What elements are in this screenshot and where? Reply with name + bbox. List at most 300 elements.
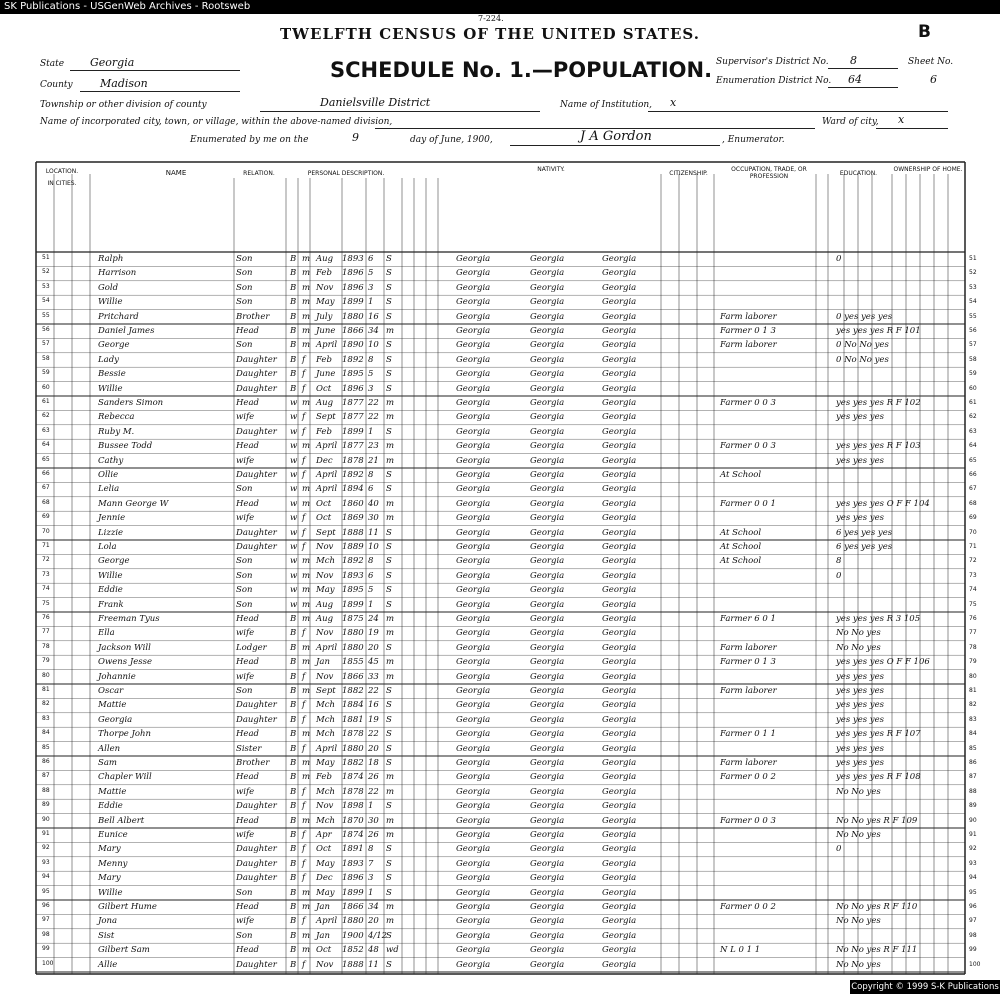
cell-st: m [386, 513, 395, 524]
cell-m: Nov [316, 570, 334, 581]
cell-rel: Son [236, 282, 253, 293]
cell-rel: Daughter [236, 470, 277, 480]
cell-s: f [302, 369, 306, 380]
cell-y: 1899 [342, 297, 364, 308]
row-number: 55 [42, 311, 50, 319]
cell-rel: Son [236, 556, 253, 567]
cell-name: George [98, 340, 130, 351]
cell-ed: 0 [836, 570, 842, 581]
cell-ed: 0 No No yes [836, 340, 889, 351]
row-number: 66 [42, 470, 50, 477]
cell-s: f [302, 801, 306, 812]
cell-b2: Georgia [530, 815, 565, 826]
cell-name: Jennie [98, 513, 126, 524]
row-number-right: 80 [969, 672, 977, 680]
cell-b1: Georgia [456, 484, 491, 495]
cell-a: 1 [368, 297, 374, 308]
cell-s: m [302, 254, 311, 264]
cell-b3: Georgia [602, 945, 637, 956]
cell-rel: Son [236, 254, 253, 264]
cell-b3: Georgia [602, 484, 637, 495]
cell-st: S [386, 700, 392, 711]
cell-rel: Son [236, 686, 253, 696]
cell-occ: Farmer 0 0 2 [720, 902, 776, 912]
cell-b2: Georgia [530, 542, 565, 552]
cell-s: f [302, 858, 306, 869]
cell-b2: Georgia [530, 945, 565, 956]
cell-b2: Georgia [530, 686, 565, 696]
row-number-right: 78 [969, 643, 977, 651]
cell-name: Freeman Tyus [98, 614, 160, 624]
cell-y: 1892 [342, 556, 364, 567]
row-number-right: 79 [969, 658, 977, 666]
cell-occ: Farmer 0 0 1 [720, 498, 776, 509]
cell-name: Harrison [98, 268, 137, 279]
cell-name: Georgia [98, 714, 133, 725]
cell-y: 1899 [342, 599, 364, 610]
cell-b1: Georgia [456, 268, 491, 279]
cell-c: B [290, 959, 297, 970]
cell-m: Nov [316, 628, 334, 639]
cell-name: Bessie [98, 369, 126, 380]
cell-m: May [316, 887, 335, 898]
cell-occ: Farm laborer [720, 340, 777, 351]
cell-y: 1878 [342, 729, 364, 740]
cell-rel: wife [236, 916, 255, 927]
row-number-right: 58 [969, 355, 977, 363]
cell-b3: Georgia [602, 254, 637, 264]
row-number-right: 64 [969, 442, 977, 450]
cell-y: 1895 [342, 369, 364, 380]
cell-name: Allen [98, 743, 121, 754]
cell-st: m [386, 772, 395, 783]
row-number-right: 88 [969, 787, 977, 795]
row-number-right: 71 [969, 543, 977, 550]
cell-name: Lelia [98, 484, 120, 495]
row-number-right: 55 [969, 312, 977, 320]
cell-c: B [290, 628, 297, 639]
cell-b3: Georgia [602, 815, 637, 826]
cell-b1: Georgia [456, 959, 491, 970]
cell-name: Gilbert Hume [98, 902, 157, 912]
cell-a: 7 [368, 858, 374, 869]
row-number: 54 [42, 297, 50, 305]
row-number: 93 [42, 858, 50, 866]
row-number-right: 95 [969, 888, 977, 896]
cell-b1: Georgia [456, 455, 491, 466]
cell-s: f [302, 354, 306, 365]
cell-m: Sept [316, 527, 336, 538]
cell-st: S [386, 844, 392, 855]
cell-y: 1891 [342, 844, 364, 855]
cell-ed: 0 No No yes [836, 354, 889, 365]
cell-b1: Georgia [456, 311, 491, 322]
cell-rel: Head [236, 326, 259, 336]
cell-name: Ollie [98, 470, 119, 480]
cell-name: Mann George W [98, 498, 169, 509]
cell-st: m [386, 412, 395, 423]
cell-s: m [302, 887, 311, 898]
cell-st: S [386, 959, 392, 970]
cell-st: m [386, 326, 395, 336]
cell-a: 1 [368, 801, 374, 812]
cell-b1: Georgia [456, 282, 491, 293]
cell-b2: Georgia [530, 657, 565, 668]
ward-value: x [898, 113, 905, 126]
cell-name: Mattie [98, 700, 127, 711]
cell-rel: Son [236, 484, 253, 495]
row-number: 62 [42, 412, 50, 420]
cell-c: B [290, 729, 297, 740]
row-number: 77 [42, 628, 50, 636]
cell-ed: yes yes yes [836, 513, 884, 524]
cell-b1: Georgia [456, 671, 491, 682]
row-number-right: 94 [969, 874, 977, 882]
cell-m: Aug [316, 398, 334, 408]
row-number-right: 54 [969, 298, 977, 306]
cell-rel: Daughter [236, 354, 277, 365]
cell-a: 4/12 [368, 930, 388, 941]
cell-m: Oct [316, 844, 332, 855]
cell-rel: Son [236, 268, 253, 279]
cell-s: m [302, 815, 311, 826]
row-number-right: 96 [969, 903, 977, 910]
cell-b1: Georgia [456, 700, 491, 711]
cell-s: f [302, 527, 306, 538]
cell-b1: Georgia [456, 498, 491, 509]
cell-b3: Georgia [602, 412, 637, 423]
cell-y: 1896 [342, 873, 364, 884]
cell-rel: Head [236, 441, 259, 452]
cell-a: 20 [368, 743, 379, 754]
cell-c: w [290, 556, 298, 567]
cell-b1: Georgia [456, 830, 491, 840]
cell-a: 20 [368, 916, 379, 927]
city-label: Name of incorporated city, town, or village, within the above-named division, [40, 117, 393, 127]
row-number-right: 98 [969, 931, 977, 939]
cell-b1: Georgia [456, 815, 491, 826]
cell-ed: yes yes yes [836, 686, 884, 696]
institution-label: Name of Institution, [560, 100, 653, 110]
cell-y: 1888 [342, 527, 364, 538]
cell-st: S [386, 743, 392, 754]
cell-ed: yes yes yes R 3 105 [836, 614, 921, 624]
cell-y: 1880 [342, 311, 364, 322]
cell-name: Bell Albert [98, 815, 145, 826]
row-number: 99 [42, 945, 50, 953]
row-number: 78 [42, 642, 50, 650]
cell-b1: Georgia [456, 758, 491, 768]
cell-ed: yes yes yes [836, 758, 884, 768]
cell-rel: Son [236, 930, 253, 941]
cell-c: w [290, 441, 298, 452]
cell-y: 1881 [342, 714, 364, 725]
cell-y: 1898 [342, 801, 364, 812]
cell-b1: Georgia [456, 599, 491, 610]
cell-b1: Georgia [456, 714, 491, 725]
cell-y: 1895 [342, 585, 364, 596]
row-number-right: 65 [969, 456, 977, 464]
cell-b3: Georgia [602, 758, 637, 768]
cell-st: m [386, 786, 395, 797]
row-number: 64 [42, 441, 50, 449]
row-number-right: 62 [969, 413, 977, 421]
cell-m: Aug [316, 254, 334, 264]
cell-s: f [302, 628, 306, 639]
cell-m: Feb [316, 426, 332, 437]
cell-y: 1884 [342, 700, 364, 711]
supervisor-label: Supervisor's District No. [716, 57, 829, 67]
row-number: 65 [42, 455, 50, 463]
cell-st: S [386, 686, 392, 696]
cell-c: w [290, 484, 298, 495]
cell-y: 1874 [342, 830, 364, 840]
row-number: 51 [42, 254, 50, 261]
cell-b3: Georgia [602, 887, 637, 898]
cell-st: S [386, 758, 392, 768]
cell-b1: Georgia [456, 585, 491, 596]
cell-name: Eunice [98, 830, 128, 840]
cell-rel: Son [236, 599, 253, 610]
cell-ed: No No yes [836, 916, 881, 927]
cell-name: Eddie [98, 585, 123, 596]
cell-s: m [302, 441, 311, 452]
cell-b2: Georgia [530, 426, 565, 437]
cell-rel: Daughter [236, 873, 277, 884]
cell-m: Oct [316, 945, 332, 956]
row-number-right: 93 [969, 859, 977, 867]
cell-a: 33 [368, 671, 379, 682]
cell-b1: Georgia [456, 441, 491, 452]
cell-y: 1880 [342, 642, 364, 653]
cell-name: Allie [98, 959, 118, 970]
cell-st: S [386, 282, 392, 293]
row-number: 53 [42, 282, 50, 290]
form-number: 7-224. [478, 14, 504, 23]
cell-c: B [290, 700, 297, 711]
row-number-right: 83 [969, 715, 977, 723]
cell-occ: Farmer 0 0 3 [720, 441, 776, 452]
cell-s: m [302, 686, 311, 696]
cell-name: Willie [98, 297, 123, 308]
enumerated-date: day of June, 1900, [410, 135, 493, 145]
cell-b3: Georgia [602, 282, 637, 293]
cell-b3: Georgia [602, 498, 637, 509]
cell-a: 8 [368, 844, 374, 855]
cell-b2: Georgia [530, 628, 565, 639]
cell-b2: Georgia [530, 930, 565, 941]
cell-name: Sist [98, 930, 115, 941]
cell-b2: Georgia [530, 326, 565, 336]
cell-b2: Georgia [530, 369, 565, 380]
cell-c: B [290, 758, 297, 768]
cell-name: Frank [98, 599, 124, 610]
cell-ed: 6 yes yes yes [836, 542, 893, 552]
cell-c: B [290, 786, 297, 797]
row-number-right: 68 [969, 499, 977, 507]
cell-st: S [386, 858, 392, 869]
cell-occ: At School [720, 527, 762, 538]
row-number-right: 51 [969, 255, 977, 262]
row-number: 68 [42, 498, 50, 506]
cell-b2: Georgia [530, 830, 565, 840]
cell-s: m [302, 599, 311, 610]
cell-b1: Georgia [456, 916, 491, 927]
cell-a: 22 [368, 412, 379, 423]
cell-b3: Georgia [602, 340, 637, 351]
cell-s: m [302, 297, 311, 308]
cell-s: f [302, 959, 306, 970]
cell-b3: Georgia [602, 585, 637, 596]
cell-b3: Georgia [602, 930, 637, 941]
cell-m: Aug [316, 599, 334, 610]
row-number: 86 [42, 758, 50, 765]
row-number: 58 [42, 354, 50, 362]
cell-name: Oscar [98, 686, 124, 696]
cell-ed: No No yes [836, 786, 881, 797]
cell-ed: 0 [836, 254, 842, 264]
cell-rel: Daughter [236, 858, 277, 869]
cell-a: 22 [368, 786, 379, 797]
cell-b3: Georgia [602, 830, 637, 840]
cell-st: m [386, 671, 395, 682]
cell-s: m [302, 484, 311, 495]
cell-m: Mch [316, 815, 335, 826]
cell-b2: Georgia [530, 758, 565, 768]
cell-b2: Georgia [530, 772, 565, 783]
cell-b2: Georgia [530, 527, 565, 538]
cell-name: Gold [98, 282, 119, 293]
institution-value: x [670, 96, 677, 109]
cell-b3: Georgia [602, 743, 637, 754]
cell-s: m [302, 570, 311, 581]
cell-rel: Daughter [236, 959, 277, 970]
cell-ed: yes yes yes [836, 714, 884, 725]
cell-b3: Georgia [602, 426, 637, 437]
cell-b1: Georgia [456, 844, 491, 855]
cell-m: Oct [316, 383, 332, 394]
cell-m: May [316, 297, 335, 308]
col-personal: PERSONAL DESCRIPTION. [307, 170, 385, 177]
enumerator-name: J A Gordon [580, 129, 652, 144]
cell-b3: Georgia [602, 297, 637, 308]
cell-name: Lizzie [98, 527, 124, 538]
supervisor-value: 8 [850, 54, 857, 67]
cell-st: m [386, 916, 395, 927]
row-number: 73 [42, 570, 50, 578]
cell-y: 1866 [342, 671, 364, 682]
cell-b3: Georgia [602, 844, 637, 855]
cell-b2: Georgia [530, 801, 565, 812]
cell-c: B [290, 815, 297, 826]
row-number: 80 [42, 671, 50, 679]
cell-s: f [302, 786, 306, 797]
row-number-right: 74 [969, 586, 977, 594]
cell-occ: Farm laborer [720, 758, 777, 768]
cell-rel: Daughter [236, 542, 277, 552]
cell-a: 16 [368, 700, 379, 711]
cell-name: Willie [98, 570, 123, 581]
cell-rel: Daughter [236, 527, 277, 538]
cell-ed: yes yes yes [836, 671, 884, 682]
cell-b2: Georgia [530, 786, 565, 797]
county-value: Madison [100, 77, 148, 90]
cell-ed: 0 yes yes yes [836, 311, 893, 322]
cell-s: m [302, 902, 311, 912]
row-number-right: 63 [969, 427, 977, 435]
cell-m: Feb [316, 354, 332, 365]
cell-ed: yes yes yes O F F 104 [836, 498, 930, 509]
cell-st: S [386, 873, 392, 884]
cell-m: Nov [316, 801, 334, 812]
cell-a: 5 [368, 369, 374, 380]
cell-b3: Georgia [602, 369, 637, 380]
cell-s: f [302, 455, 306, 466]
cell-rel: Son [236, 340, 253, 351]
cell-y: 1875 [342, 614, 364, 624]
cell-occ: At School [720, 470, 762, 480]
cell-rel: Daughter [236, 426, 277, 437]
cell-st: m [386, 628, 395, 639]
cell-c: B [290, 801, 297, 812]
cell-y: 1890 [342, 340, 364, 351]
cell-name: Mary [98, 873, 121, 884]
cell-st: S [386, 254, 392, 264]
cell-b1: Georgia [456, 340, 491, 351]
cell-a: 34 [368, 326, 379, 336]
cell-s: m [302, 556, 311, 567]
archive-source-bar: SK Publications - USGenWeb Archives - Rootsweb [0, 0, 1000, 14]
cell-y: 1880 [342, 743, 364, 754]
cell-b3: Georgia [602, 383, 637, 394]
cell-y: 1896 [342, 282, 364, 293]
cell-a: 8 [368, 354, 374, 365]
cell-a: 3 [368, 282, 374, 293]
cell-rel: wife [236, 455, 255, 466]
cell-ed: 8 [836, 556, 842, 567]
cell-rel: Son [236, 297, 253, 308]
cell-st: S [386, 383, 392, 394]
row-number-right: 66 [969, 471, 977, 478]
cell-st: S [386, 470, 392, 480]
cell-st: S [386, 527, 392, 538]
cell-a: 1 [368, 599, 374, 610]
cell-occ: At School [720, 556, 762, 567]
cell-rel: wife [236, 628, 255, 639]
row-number-right: 72 [969, 557, 977, 565]
row-number-right: 97 [969, 917, 977, 925]
col-nativity: NATIVITY. [537, 166, 565, 173]
cell-b2: Georgia [530, 873, 565, 884]
cell-a: 5 [368, 585, 374, 596]
cell-b3: Georgia [602, 916, 637, 927]
cell-s: f [302, 513, 306, 524]
cell-name: Jackson Will [98, 642, 151, 653]
row-number-right: 91 [969, 831, 977, 838]
cell-ed: No No yes R F 109 [836, 815, 918, 826]
cell-s: m [302, 340, 311, 351]
cell-m: Mch [316, 729, 335, 740]
cell-st: m [386, 830, 395, 840]
cell-b2: Georgia [530, 354, 565, 365]
cell-rel: Daughter [236, 844, 277, 855]
row-number: 60 [42, 383, 50, 391]
cell-ed: No No yes [836, 959, 881, 970]
cell-m: April [316, 484, 338, 495]
cell-a: 6 [368, 254, 374, 264]
cell-a: 22 [368, 686, 379, 696]
cell-a: 5 [368, 268, 374, 279]
